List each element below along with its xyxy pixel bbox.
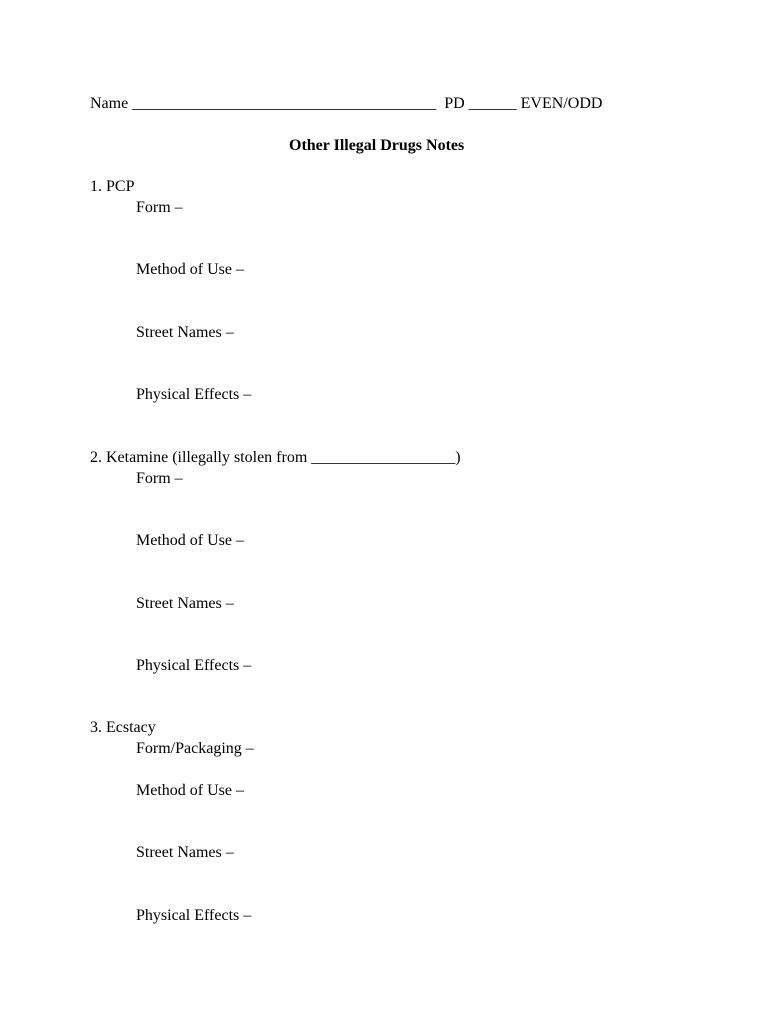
section-heading: 1. PCP [90,178,135,195]
field-method-of-use: Method of Use – [136,532,244,549]
section-heading: 2. Ketamine (illegally stolen from __________________) [90,449,461,466]
field-street-names: Street Names – [136,844,234,861]
field-form: Form – [136,199,183,216]
field-method-of-use: Method of Use – [136,261,244,278]
field-physical-effects: Physical Effects – [136,907,252,924]
field-method-of-use: Method of Use – [136,782,244,799]
section-heading: 3. Ecstacy [90,719,156,736]
field-form: Form – [136,470,183,487]
field-street-names: Street Names – [136,324,234,341]
page-title: Other Illegal Drugs Notes [289,137,465,154]
name-period-line: Name ______________________________________ PD ______ EVEN/ODD [90,95,603,112]
field-form-packaging: Form/Packaging – [136,740,254,757]
field-physical-effects: Physical Effects – [136,657,252,674]
field-physical-effects: Physical Effects – [136,386,252,403]
field-street-names: Street Names – [136,595,234,612]
